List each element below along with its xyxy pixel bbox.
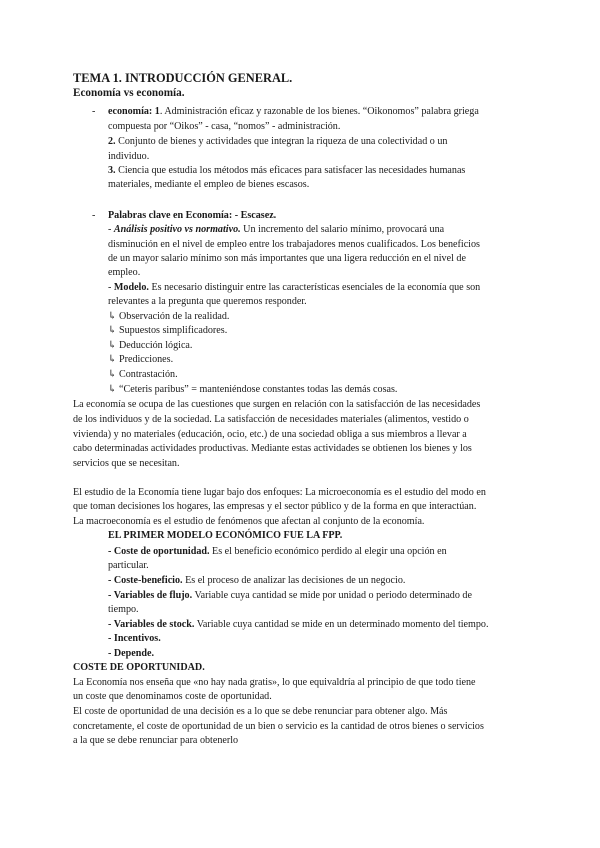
paragraph-line: a la que se debe renunciar para obtenerlo	[73, 735, 239, 746]
definition-line: individuo.	[108, 151, 150, 162]
paragraph-line: La macroeconomía es el estudio de fenómenos que afectan al conjunto de la economía.	[73, 516, 425, 527]
model-step: ↳ Deducción lógica.	[108, 340, 193, 351]
model-term: Modelo.	[113, 282, 149, 293]
paragraph-line: servicios que se necesitan.	[73, 458, 180, 469]
positive-analysis-line	[108, 223, 444, 236]
bullet-dash: -	[92, 106, 96, 117]
section-subtitle: Economía vs economía.	[73, 87, 185, 99]
definition-text: Conjunto de bienes y actividades que integran la riqueza de una colectividad o un	[115, 136, 448, 147]
positive-analysis-text: Un incremento del salario mínimo, provocará una	[240, 224, 445, 235]
model-text: Es necesario distinguir entre las características esenciales de la economía que son	[148, 282, 481, 293]
positive-analysis-line: disminución en el nivel de empleo entre los trabajadores menos cualificados. Los beneficios	[108, 239, 480, 250]
model-step: ↳ Predicciones.	[108, 354, 174, 365]
definition-line: materiales, mediante el empleo de bienes escasos.	[108, 179, 310, 190]
paragraph-line: El estudio de la Economía tiene lugar bajo dos enfoques: La microeconomía es el estudio del modo en	[73, 487, 486, 498]
definition-line: compuesta por “Oikos” - casa, “nomos” - administración.	[108, 121, 341, 132]
positive-analysis-term: Análisis positivo vs normativo.	[113, 224, 241, 235]
model-step: ↳ Contrastación.	[108, 369, 178, 380]
fpp-item: - Coste de oportunidad. Es el beneficio económico perdido al elegir una opción en	[108, 546, 447, 557]
definition-number: 2.	[108, 136, 116, 147]
definition-line	[108, 164, 465, 177]
keywords-heading: Palabras clave en Economía: - Escasez.	[108, 210, 277, 221]
model-line	[108, 281, 480, 294]
paragraph-line: concretamente, el coste de oportunidad de un bien o servicio es la cantidad de otros bienes o servicios	[73, 721, 484, 732]
arrow-icon: ↳	[108, 354, 117, 365]
arrow-icon: ↳	[108, 369, 117, 380]
model-step: ↳ Supuestos simplificadores.	[108, 325, 228, 336]
positive-analysis-line: empleo.	[108, 267, 141, 278]
coste-heading: COSTE DE OPORTUNIDAD.	[73, 662, 205, 673]
paragraph-line: de los individuos y de la sociedad. La satisfacción de necesidades materiales (alimentos, vestido o	[73, 414, 469, 425]
fpp-item: - Variables de stock. Variable cuya cantidad se mide en un determinado momento del tiempo.	[108, 619, 489, 630]
paragraph-line: La Economía nos enseña que «no hay nada gratis», lo que equivaldría al principio de que todo tiene	[73, 677, 476, 688]
dash: -	[108, 224, 114, 235]
fpp-item: particular.	[108, 560, 149, 571]
definition-line	[108, 105, 479, 118]
positive-analysis-line: de un mayor salario mínimo son más importantes que una ligera reducción en el nivel de	[108, 253, 466, 264]
arrow-icon: ↳	[108, 311, 117, 322]
paragraph-line: El coste de oportunidad de una decisión es a lo que se debe renunciar para obtener algo. Más	[73, 706, 448, 717]
definition-text: . Administración eficaz y razonable de los bienes. “Oikonomos” palabra griega	[159, 106, 479, 117]
fpp-item: tiempo.	[108, 604, 139, 615]
definition-term: economía: 1	[108, 106, 160, 117]
definition-number: 3.	[108, 165, 116, 176]
arrow-icon: ↳	[108, 384, 117, 395]
model-step: ↳ Observación de la realidad.	[108, 311, 230, 322]
paragraph-line: La economía se ocupa de las cuestiones que surgen en relación con la satisfacción de las necesidades	[73, 399, 481, 410]
fpp-item: - Variables de flujo. Variable cuya cantidad se mide por unidad o periodo determinado de	[108, 590, 472, 601]
paragraph-line: que toman decisiones los hogares, las empresas y el sector público y de la forma en que interactúan.	[73, 501, 477, 512]
document-title: TEMA 1. INTRODUCCIÓN GENERAL.	[73, 71, 293, 85]
paragraph-line: vivienda) y no materiales (educación, ocio, etc.) de una sociedad obliga a sus miembros a llevar a	[73, 429, 467, 440]
definition-text: Ciencia que estudia los métodos más eficaces para satisfacer las necesidades humanas	[115, 165, 466, 176]
fpp-item: - Coste-beneficio. Es el proceso de analizar las decisiones de un negocio.	[108, 575, 406, 586]
model-step: ↳ “Ceteris paribus” = manteniéndose constantes todas las demás cosas.	[108, 384, 398, 395]
model-line: relevantes a la pregunta que queremos responder.	[108, 296, 307, 307]
dash: -	[108, 282, 114, 293]
fpp-item: - Depende.	[108, 648, 154, 659]
bullet-dash: -	[92, 210, 96, 221]
arrow-icon: ↳	[108, 325, 117, 336]
paragraph-line: un coste que denominamos coste de oportunidad.	[73, 691, 272, 702]
fpp-heading: EL PRIMER MODELO ECONÓMICO FUE LA FPP.	[108, 530, 343, 541]
paragraph-line: cabo determinadas actividades productivas. Mediante estas actividades se obtienen los bienes y los	[73, 443, 472, 454]
fpp-item: - Incentivos.	[108, 633, 161, 644]
arrow-icon: ↳	[108, 340, 117, 351]
definition-line	[108, 135, 447, 148]
